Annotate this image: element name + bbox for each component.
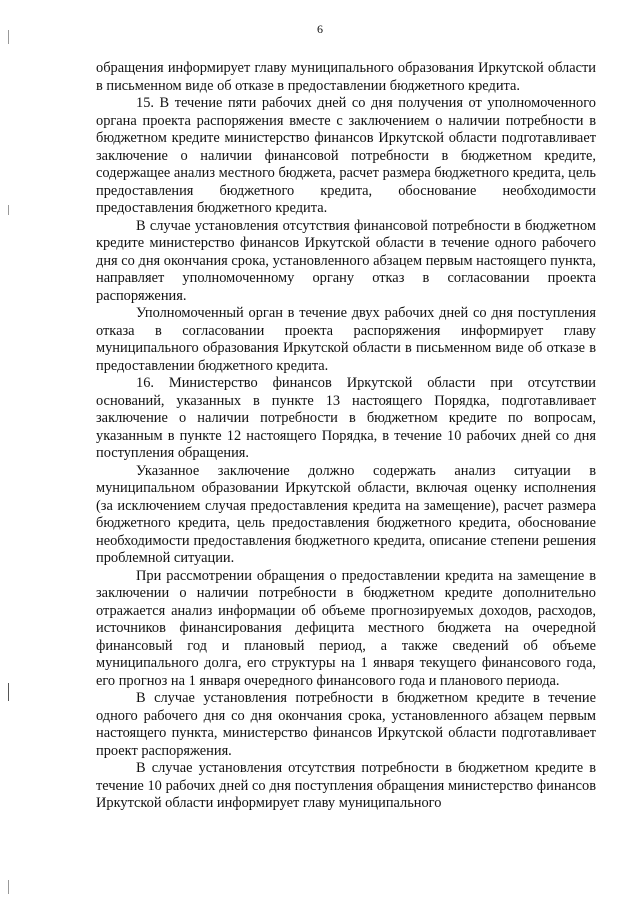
page-number: 6	[317, 22, 323, 36]
paragraph: 15. В течение пяти рабочих дней со дня получения от уполномоченного органа проекта распоряжения вместе с заключением о наличии потребности в бюджетном кредите министерство финансов Иркутской области подготавливает заключение о наличии финансовой потребности в бюджетном кредите, содержащее анализ местного бюджета, расчет размера бюджетного кредита, цель предоставления бюджетного кредита, обоснование необходимости предоставления бюджетного кредита.	[96, 95, 596, 216]
paragraph: обращения информирует главу муниципального образования Иркутской области в письменном виде об отказе в предоставлении бюджетного кредита.	[96, 60, 596, 94]
paragraph: В случае установления отсутствия финансовой потребности в бюджетном кредите министерство финансов Иркутской области в течение одного рабочего дня со дня окончания срока, установленного абзацем первым настоящего пункта, направляет уполномоченному органу отказ в согласовании проекта распоряжения.	[96, 217, 596, 304]
paragraph: Уполномоченный орган в течение двух рабочих дней со дня поступления отказа в согласовании проекта распоряжения информирует главу муниципального образования Иркутской области в письменном виде об отказе в предоставлении бюджетного кредита.	[96, 305, 596, 374]
document-body	[96, 60, 596, 813]
paragraph: При рассмотрении обращения о предоставлении кредита на замещение в заключении о наличии потребности в бюджетном кредите дополнительно отражается анализ информации об объеме прогнозируемых доходов, расходов, источников финансирования дефицита местного бюджета на очередной финансовый год и плановый период, а также сведений об объеме муниципального долга, его структуры на 1 января текущего финансового года, его прогноз на 1 января очередного финансового года и планового периода.	[96, 567, 596, 689]
paragraph: 16. Министерство финансов Иркутской области при отсутствии оснований, указанных в пункте 13 настоящего Порядка, подготавливает заключение о наличии потребности в бюджетном кредите по вопросам, указанным в пункте 12 настоящего Порядка, в течение 10 рабочих дней со дня поступления обращения.	[96, 375, 596, 461]
margin-mark	[8, 205, 9, 215]
paragraph: В случае установления потребности в бюджетном кредите в течение одного рабочего дня со дня окончания срока, установленного абзацем первым настоящего пункта, министерство финансов Иркутской области подготавливает проект распоряжения.	[96, 690, 596, 759]
paragraph: В случае установления отсутствия потребности в бюджетном кредите в течение 10 рабочих дней со дня поступления обращения министерство финансов Иркутской области информирует главу муниципального	[96, 760, 596, 811]
paragraph: Указанное заключение должно содержать анализ ситуации в муниципальном образовании Иркутской области, включая оценку исполнения (за исключением случая предоставления кредита на замещение), расчет размера бюджетного кредита, цель предоставления бюджетного кредита, обоснование необходимости предоставления бюджетного кредита, описание степени решения проблемной ситуации.	[96, 462, 596, 566]
margin-mark	[8, 30, 9, 44]
margin-mark	[8, 683, 9, 701]
margin-mark	[8, 880, 9, 894]
